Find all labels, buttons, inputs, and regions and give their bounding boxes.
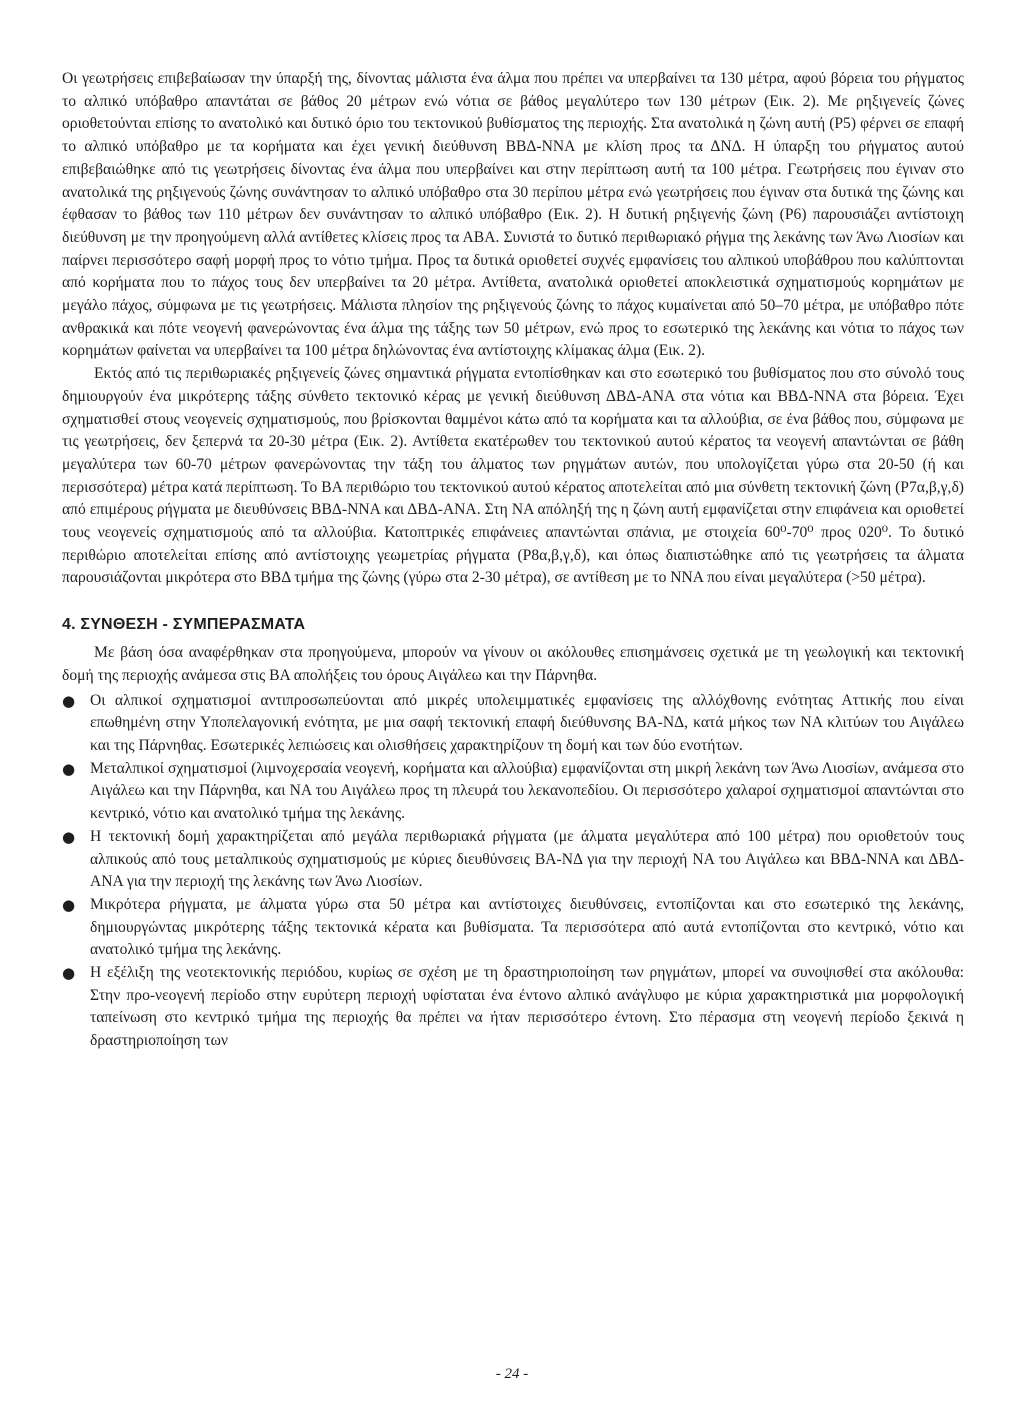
list-item [62,690,964,758]
list-item-text: Μεταλπικοί σχηματισμοί (λιμνοχερσαία νεογενή, κορήματα και αλλούβια) εμφανίζονται στη μικρή λεκάνη των Άνω Λιοσίων, ανάμεσα στο Αιγάλεω και την Πάρνηθα, και ΝΑ του Αιγάλεω προς τη πλευρά του λεκανοπεδίου. Οι περισσότερο χαλαροί σχηματισμοί απαντώνται στο κεντρικό, νότιο και ανατολικό τμήμα της λεκάνης. [90,759,964,823]
body-paragraph-2: Εκτός από τις περιθωριακές ρηξιγενείς ζώνες σημαντικά ρήγματα εντοπίσθηκαν και στο εσωτερικό του βυθίσματος που στο σύνολό τους δημιουργούν ένα μικρότερης τάξης σύνθετο τεκτονικό κέρας με γενική διεύθυνση ΔΒΔ-ΑΝΑ στα νότια και ΒΒΔ-ΝΝΑ στα βόρεια. Έχει σχηματισθεί στους νεογενείς σχηματισμούς, που βρίσκονται θαμμένοι κάτω από τα κορήματα και τα αλλούβια, σε ένα βάθος που, σύμφωνα με τις γεωτρήσεις, δεν ξεπερνά τα 20-30 μέτρα (Εικ. 2). Αντίθετα εκατέρωθεν του τεκτονικού αυτού κέρατος τα νεογενή απαντώνται σε βάθη μεγαλύτερα των 60-70 μέτρων φανερώνοντας την τάξη του άλματος των ρηγμάτων αυτών, που υπολογίζεται γύρω στα 20-50 (ή και περισσότερα) μέτρα κατά περίπτωση. Το ΒΑ περιθώριο του τεκτονικού αυτού κέρατος αποτελείται από μια σύνθετη τεκτονική ζώνη (P7α,β,γ,δ) από επιμέρους ρήγματα με διευθύνσεις ΒΒΔ-ΝΝΑ και ΔΒΔ-ΑΝΑ. Στη ΝΑ απόληξή της η ζώνη αυτή εμφανίζεται στην επιφάνεια και οριοθετεί τους νεογενείς σχηματισμούς από τα αλλούβια. Κατοπτρικές επιφάνειες απαντώνται σπάνια, με στοιχεία 60⁰-70⁰ προς 020⁰. Το δυτικό περιθώριο αποτελείται επίσης από αντίστοιχης γεωμετρίας ρήγματα (P8α,β,γ,δ), και όπως διαπιστώθηκε από τις γεωτρήσεις τα άλματα παρουσιάζονται μικρότερα στο ΒΒΔ τμήμα της ζώνης (γύρω στα 2-30 μέτρα), σε αντίθεση με το ΝΝΑ που είναι μεγαλύτερα (>50 μέτρα). [62,365,964,587]
list-item [62,758,964,826]
list-item [62,894,964,962]
bullet-icon: ● [62,827,76,846]
conclusions-list [62,690,964,1053]
bullet-icon: ● [62,964,76,983]
list-item-text: Οι αλπικοί σχηματισμοί αντιπροσωπεύονται από μικρές υπολειμματικές εμφανίσεις της αλλόχθονης ενότητας Αττικής που είναι επωθημένη στην Υποπελαγονική ενότητα, με μια σαφή τεκτονική επαφή διεύθυνσης ΒΑ-ΝΔ, κατά μήκος των ΝΑ κλιτύων του Αιγάλεω και της Πάρνηθας. Εσωτερικές λεπιώσεις και ολισθήσεις χαρακτηρίζουν τη δομή και των δύο ενοτήτων. [90,691,964,754]
page-content [62,68,964,1053]
list-item-text: Η εξέλιξη της νεοτεκτονικής περιόδου, κυρίως σε σχέση με τη δραστηριοποίηση των ρηγμάτων, μπορεί να συνοψισθεί στα ακόλουθα: Στην προ-νεογενή περίοδο στην ευρύτερη περιοχή υφίσταται ένα έντονο αλπικό ανάγλυφο με κύρια χαρακτηριστικά μια μορφολογική ταπείνωση στο κεντρικό τμήμα της περιοχής θα πρέπει να ήταν περισσότερο έντονη. Στο πέρασμα στη νεογενή περίοδο ξεκινά η δραστηριοποίηση των [90,964,964,1050]
section-heading: 4. ΣΥΝΘΕΣΗ - ΣΥΜΠΕΡΑΣΜΑΤΑ [62,616,306,634]
page-number: - 24 - [495,1366,529,1382]
list-item-text: Μικρότερα ρήγματα, με άλματα γύρω στα 50 μέτρα και αντίστοιχες διευθύνσεις, εντοπίζονται και στο εσωτερικό της λεκάνης, δημιουργώντας μικρότερης τάξης τεκτονικά κέρατα και βυθίσματα. Τα περισσότερα από αυτά εντοπίζονται στο κεντρικό, νότιο και ανατολικό τμήμα της λεκάνης. [90,895,964,959]
section-intro: Με βάση όσα αναφέρθηκαν στα προηγούμενα, μπορούν να γίνουν οι ακόλουθες επισημάνσεις σχετικά με τη γεωλογική και τεκτονική δομή της περιοχής ανάμεσα στις ΒΑ απολήξεις του όρους Αιγάλεω και την Πάρνηθα. [62,644,964,684]
body-paragraph-1: Οι γεωτρήσεις επιβεβαίωσαν την ύπαρξή της, δίνοντας μάλιστα ένα άλμα που πρέπει να υπερβαίνει τα 130 μέτρα, αφού βόρεια του ρήγματος το αλπικό υπόβαθρο απαντάται σε βάθος 20 μέτρων ενώ νότια σε βάθος μεγαλύτερο των 130 μέτρων (Εικ. 2). Με ρηξιγενείς ζώνες οριοθετούνται επίσης το ανατολικό και δυτικό όριο του τεκτονικού βυθίσματος της περιοχής. Στα ανατολικά η ζώνη αυτή (P5) φέρνει σε επαφή το αλπικό υπόβαθρο με τα κορήματα και έχει γενική διεύθυνση ΒΒΔ-ΝΝΑ με κλίση προς τα ΔΝΔ. Η ύπαρξη του ρήγματος αυτού επιβεβαιώθηκε από τις γεωτρήσεις δίνοντας ένα άλμα που υπερβαίνει και στην περίπτωση αυτή τα 100 μέτρα. Γεωτρήσεις που έγιναν στο ανατολικά της ρηξιγενούς ζώνης συνάντησαν το αλπικό υπόβαθρο στα 30 περίπου μέτρα ενώ γεωτρήσεις που έγιναν στα δυτικά της ζώνης και έφθασαν το βάθος των 110 μέτρων δεν συνάντησαν το αλπικό υπόβαθρο (Εικ. 2). Η δυτική ρηξιγενής ζώνη (P6) παρουσιάζει αντίστοιχη διεύθυνση με την προηγούμενη αλλά αντίθετες κλίσεις προς τα ΑΒΑ. Συνιστά το δυτικό περιθωριακό ρήγμα της λεκάνης των Άνω Λιοσίων και παίρνει περισσότερο σαφή μορφή προς το νότιο τμήμα. Προς τα δυτικά οριοθετεί συχνές εμφανίσεις του αλπικού υποβάθρου που καλύπτονται από κορήματα που το πάχος τους δεν υπερβαίνει τα 20 μέτρα. Αντίθετα, ανατολικά οριοθετεί αποκλειστικά σχηματισμούς κορημάτων με μεγάλο πάχος, σύμφωνα με τις γεωτρήσεις. Μάλιστα πλησίον της ρηξιγενούς ζώνης το πάχος κυμαίνεται από 50–70 μέτρα, με υπόβαθρο πότε ανθρακικά και πότε νεογενή φανερώνοντας ένα άλμα της τάξης των 50 μέτρων, ενώ προς το εσωτερικό της λεκάνης και νότια το πάχος των κορημάτων φαίνεται να υπερβαίνει τα 100 μέτρα δηλώνοντας ένα αντίστοιχης κλίμακας άλμα (Εικ. 2). [62,70,964,360]
list-item-text: Η τεκτονική δομή χαρακτηρίζεται από μεγάλα περιθωριακά ρήγματα (με άλματα μεγαλύτερα από 100 μέτρα) που οριοθετούν τους αλπικούς από τους μεταλπικούς σχηματισμούς με κύριες διευθύνσεις ΒΑ-ΝΔ για την περιοχή ΝΑ του Αιγάλεω και ΒΒΔ-ΝΝΑ και ΔΒΔ-ΑΝΑ για την περιοχή της λεκάνης των Άνω Λιοσίων. [90,827,964,891]
bullet-icon: ● [62,691,76,710]
bullet-icon: ● [62,895,76,914]
bullet-icon: ● [62,759,76,778]
list-item [62,826,964,894]
list-item [62,962,964,1053]
